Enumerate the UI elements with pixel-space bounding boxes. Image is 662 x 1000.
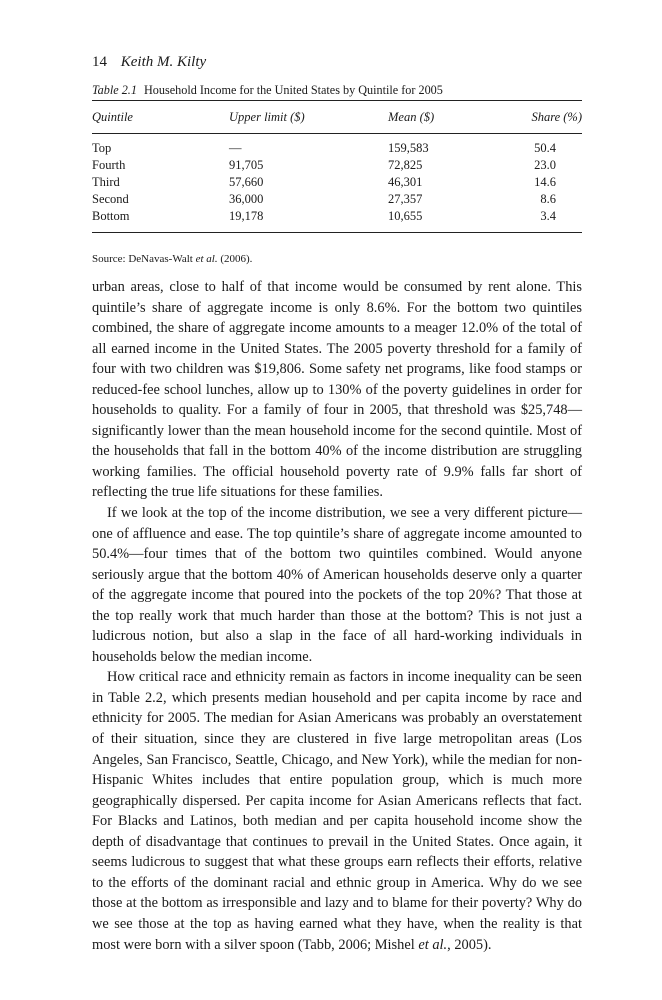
row-top-quintile: Top (92, 141, 112, 155)
table-source-note (92, 252, 252, 266)
paragraph-3-etal: et al. (418, 936, 448, 953)
header-share: Share (%) (531, 110, 582, 124)
row-bottom-share: 3.4 (540, 209, 556, 223)
header-upper-limit: Upper limit ($) (229, 110, 305, 124)
row-top-share: 50.4 (534, 141, 556, 155)
paragraph-2: If we look at the top of the income distribution, we see a very different picture—one of affluence and ease. The top quintile’s share of aggregate income amounted to 50.4%—four times that of the bottom two quintiles combined. Would anyone seriously argue that the bottom 40% of American households deserve only a quarter of the aggregate income that poured into the pockets of the top 20%? That those at the top really work that much harder than those at the bottom? This is not just a ludicrous notion, but also a slap in the face of all hard-working individuals in households below the median income. (92, 505, 582, 665)
row-second-mean: 27,357 (388, 192, 423, 206)
row-fourth-quintile: Fourth (92, 158, 126, 172)
row-second-quintile: Second (92, 192, 129, 206)
row-top-upper-limit: — (229, 141, 242, 155)
table-bottom-rule (92, 232, 582, 233)
header-mean: Mean ($) (388, 110, 435, 124)
paragraph-3 (92, 667, 582, 955)
row-second-upper-limit: 36,000 (229, 192, 264, 206)
row-third-share: 14.6 (534, 175, 556, 189)
row-third-upper-limit: 57,660 (229, 175, 264, 189)
table-label: Table 2.1 (92, 83, 137, 97)
running-head (92, 53, 206, 71)
row-fourth-mean: 72,825 (388, 158, 423, 172)
body-text (92, 277, 582, 955)
row-second-share: 8.6 (540, 192, 556, 206)
header-quintile: Quintile (92, 110, 133, 124)
row-bottom-upper-limit: 19,178 (229, 209, 264, 223)
row-fourth-upper-limit: 91,705 (229, 158, 264, 172)
table-header-rule (92, 133, 582, 134)
table-title: Household Income for the United States by Quintile for 2005 (143, 83, 443, 97)
paragraph-1: urban areas, close to half of that income would be consumed by rent alone. This quintile’s share of aggregate income is only 8.6%. For the bottom two quintiles combined, the share of aggregate income amounts to a meager 12.0% of the total of all earned income in the United States. The 2005 poverty threshold for a family of four with two children was $19,806. Some safety net programs, like food stamps or reduced-fee school lunches, allow up to 130% of the poverty guidelines in order for households to quality. For a family of four in 2005, that threshold was $25,748—significantly lower than the mean household income for the second quintile. Most of the households that fall in the bottom 40% of the income distribution are struggling working families. The official household poverty rate of 9.9% falls far short of reflecting the true life situations for these families. (92, 279, 582, 501)
source-suffix: (2006). (220, 253, 253, 265)
table-caption (92, 82, 443, 98)
table-body (92, 140, 582, 232)
row-third-mean: 46,301 (388, 175, 423, 189)
row-bottom-mean: 10,655 (388, 209, 423, 223)
paragraph-3-text: How critical race and ethnicity remain as factors in income inequality can be seen in Table 2.2, which presents median household and per capita income by race and ethnicity for 2005. The median for Asian Americans was probably an overstatement of their situation, since they are clustered in five large metropolitan areas (Los Angeles, San Francisco, Seattle, Chicago, and New York), while the median for non-Hispanic Whites includes that entire population group, which is much more geographically dispersed. Per capita income for Asian Americans reflects that fact. For Blacks and Latinos, both median and per capita household income show the depth of disadvantage that continues to prevail in the United States. Once again, it seems ludicrous to suggest that what these groups earn reflects their efforts, relative to the efforts of the dominant racial and ethnic group in America. Why do we see those at the bottom as irresponsible and lazy and to blame for their poverty? Why do we see those at the top as having earned what they have, when the reality is that most were born with a silver spoon (Tabb, 2006; Mishel (92, 669, 582, 953)
page-number: 14 (92, 54, 107, 70)
source-etal: et al. (195, 253, 218, 265)
running-head-author: Keith M. Kilty (120, 54, 207, 70)
row-bottom-quintile: Bottom (92, 209, 130, 223)
paragraph-3-end: , 2005). (447, 936, 492, 953)
source-prefix: Source: DeNavas-Walt (92, 253, 193, 265)
row-third-quintile: Third (92, 175, 120, 189)
income-table (92, 100, 582, 233)
table-header-row (92, 101, 582, 133)
row-top-mean: 159,583 (388, 141, 429, 155)
row-fourth-share: 23.0 (534, 158, 556, 172)
